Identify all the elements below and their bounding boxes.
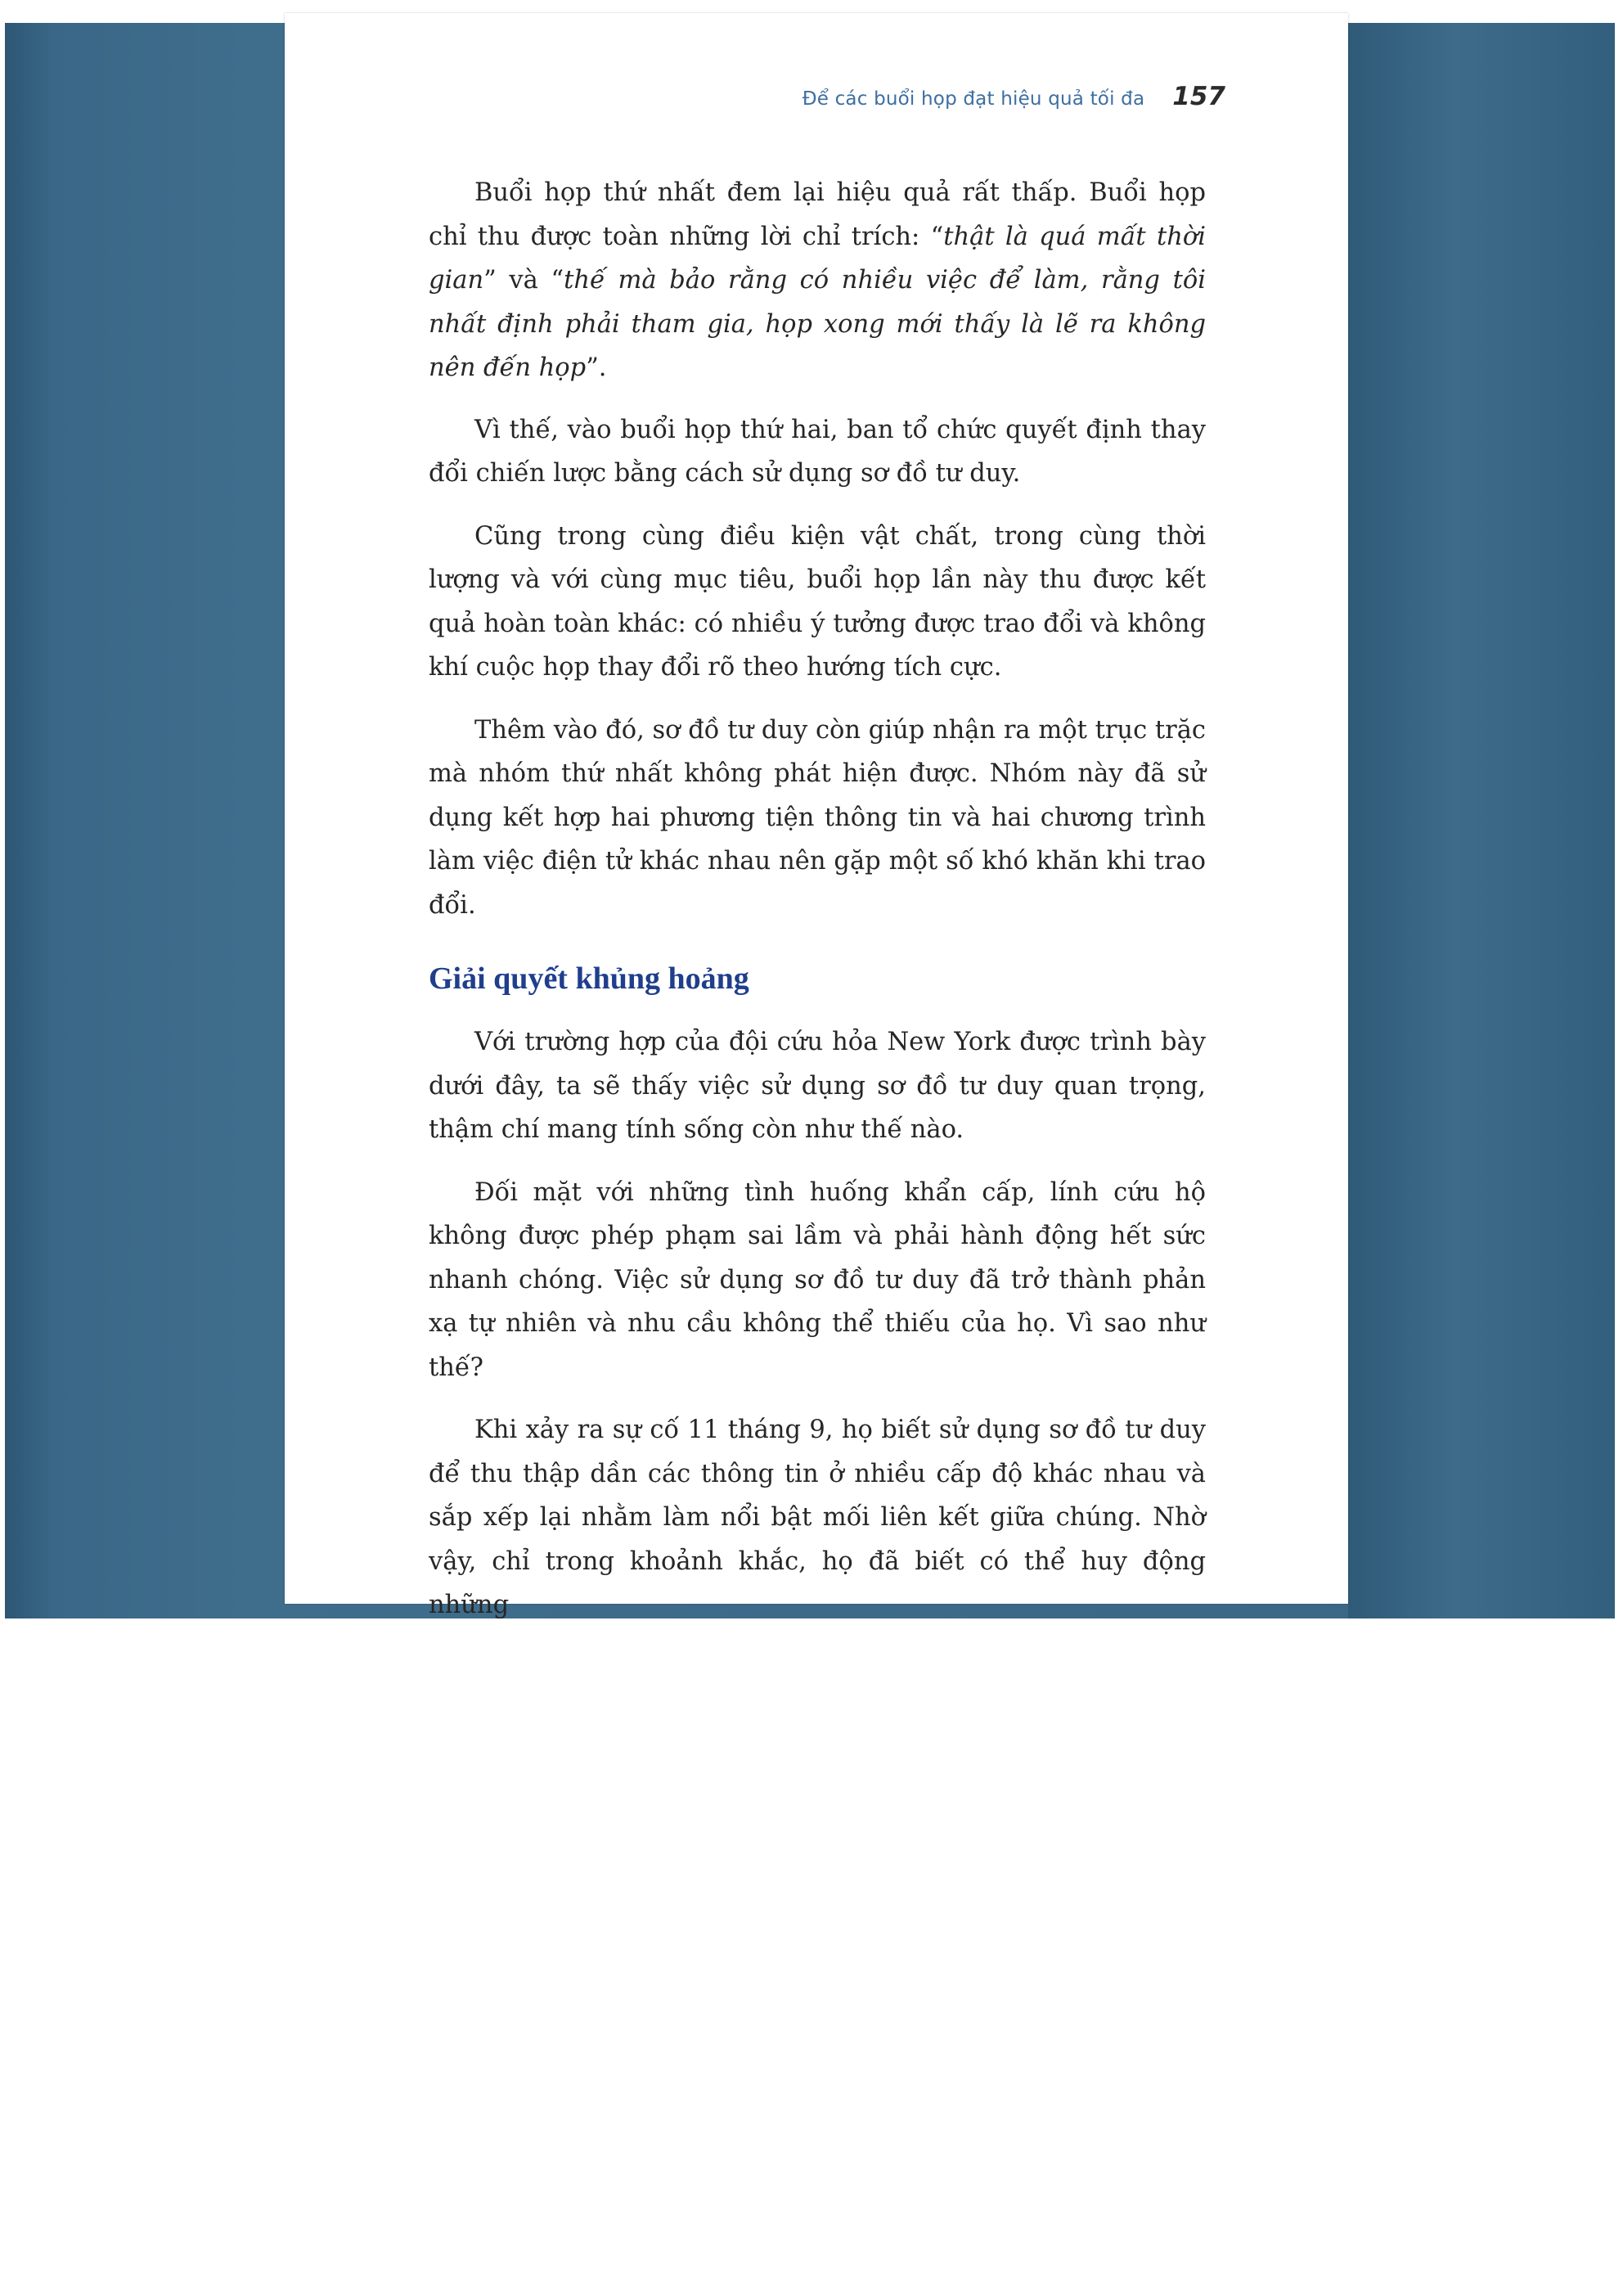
- running-header: [803, 82, 1225, 111]
- paragraph-1-text-b: ” và “: [483, 266, 564, 295]
- paragraph-1: [429, 171, 1206, 390]
- running-title: Để các buổi họp đạt hiệu quả tối đa: [802, 88, 1145, 110]
- paragraph-1-text-c: ”.: [586, 353, 607, 382]
- paragraph-3: Cũng trong cùng điều kiện vật chất, trong cùng thời lượng và với cùng mục tiêu, buổi họp lần này thu được kết quả hoàn toàn khác: có nhiều ý tưởng được trao đổi và không khí cuộc họp thay đổi rõ theo hướng tích cực.: [429, 521, 1206, 682]
- section-heading: Giải quyết khủng hoảng: [429, 961, 749, 996]
- page-number: 157: [1172, 82, 1225, 111]
- paragraph-1-quote-2: thế mà bảo rằng có nhiều việc để làm, rằng tôi nhất định phải tham gia, họp xong mới thấy là lẽ ra không nên đến họp: [429, 266, 1206, 382]
- paragraph-1-text-a: Buổi họp thứ nhất đem lại hiệu quả rất thấp. Buổi họp chỉ thu được toàn những lời chỉ trích: “: [429, 178, 1206, 251]
- paragraph-4: Thêm vào đó, sơ đồ tư duy còn giúp nhận ra một trục trặc mà nhóm thứ nhất không phát hiện được. Nhóm này đã sử dụng kết hợp hai phương tiện thông tin và hai chương trình làm việc điện tử khác nhau nên gặp một số khó khăn khi trao đổi.: [429, 715, 1206, 920]
- paragraph-1-quote-1: thật là quá mất thời gian: [429, 222, 1207, 295]
- paragraph-2: Vì thế, vào buổi họp thứ hai, ban tổ chức quyết định thay đổi chiến lược bằng cách sử dụng sơ đồ tư duy.: [429, 415, 1206, 488]
- scan-background-right: [1348, 23, 1615, 1618]
- paragraph-6: Đối mặt với những tình huống khẩn cấp, lính cứu hộ không được phép phạm sai lầm và phải hành động hết sức nhanh chóng. Việc sử dụng sơ đồ tư duy đã trở thành phản xạ tự nhiên và nhu cầu không thể thiếu của họ. Vì sao như thế?: [429, 1177, 1206, 1382]
- book-page: [285, 13, 1348, 1619]
- paragraph-7: Khi xảy ra sự cố 11 tháng 9, họ biết sử dụng sơ đồ tư duy để thu thập dần các thông tin ở nhiều cấp độ khác nhau và sắp xếp lại nhằm làm nổi bật mối liên kết giữa chúng. Nhờ vậy, chỉ trong khoảnh khắc, họ đã biết có thể huy động những: [429, 1416, 1206, 1619]
- paragraph-5: Với trường hợp của đội cứu hỏa New York được trình bày dưới đây, ta sẽ thấy việc sử dụng sơ đồ tư duy quan trọng, thậm chí mang tính sống còn như thế nào.: [429, 1028, 1206, 1144]
- page-body: [429, 171, 1206, 1646]
